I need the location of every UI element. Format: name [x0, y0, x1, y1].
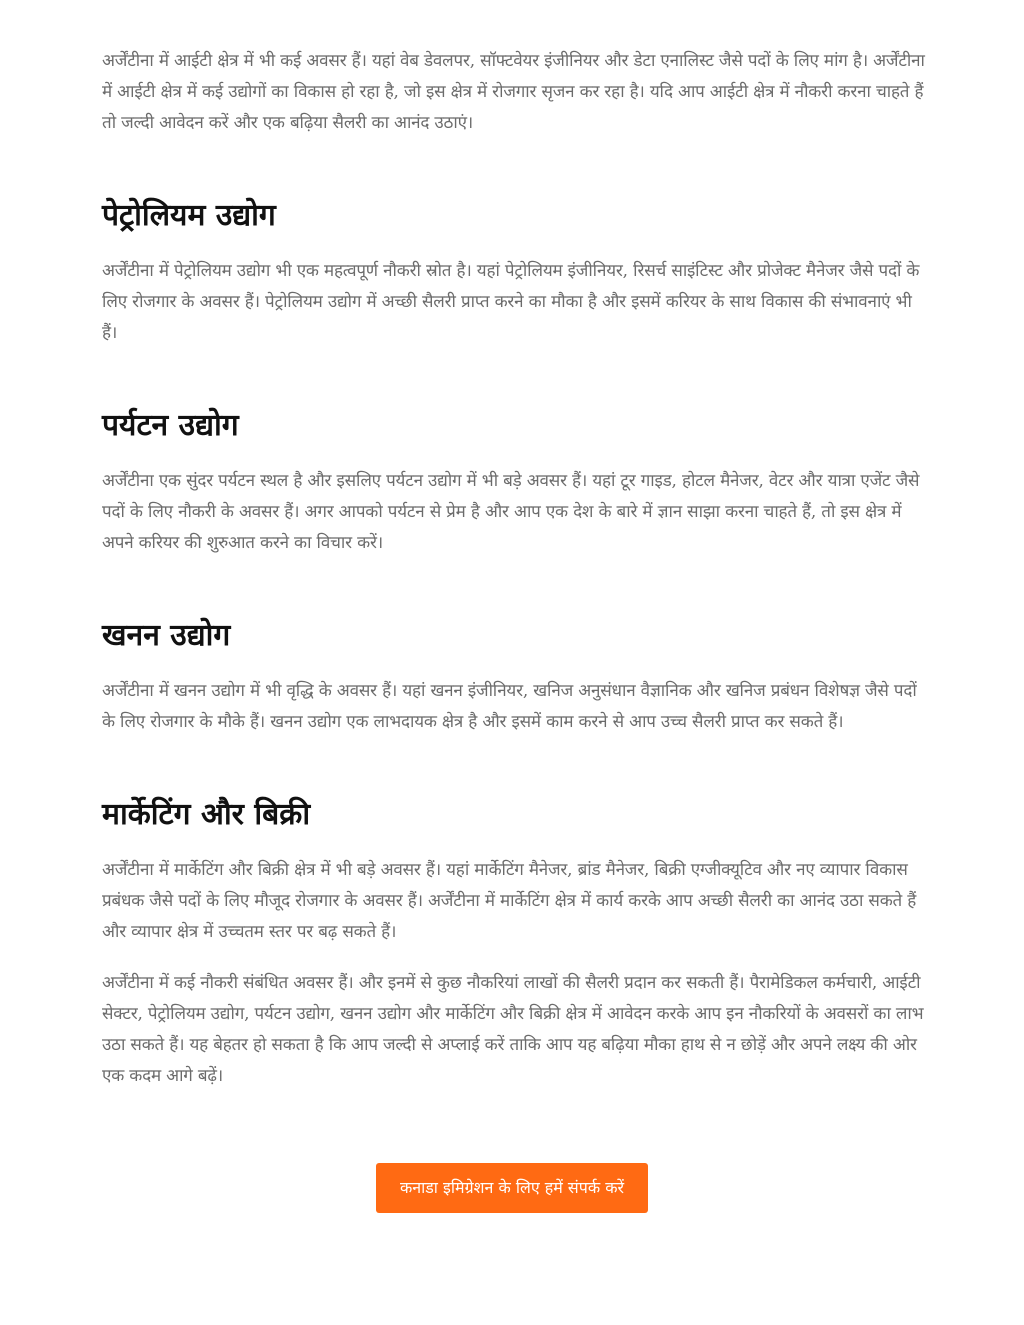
intro-paragraph: अर्जेंटीना में आईटी क्षेत्र में भी कई अवसर हैं। यहां वेब डेवलपर, सॉफ्टवेयर इंजीनियर और डेटा एनालिस्ट जैसे पदों के लिए मांग है। अर्जेंटीना में आईटी क्षेत्र में कई उद्योगों का विकास हो रहा है, जो इस क्षेत्र में रोजगार सृजन कर रहा है। यदि आप आईटी क्षेत्र में नौकरी करना चाहते हैं तो जल्दी आवेदन करें और एक बढ़िया सैलरी का आनंद उठाएं। [102, 51, 925, 133]
section-body-tourism: अर्जेंटीना एक सुंदर पर्यटन स्थल है और इसलिए पर्यटन उद्योग में भी बड़े अवसर हैं। यहां टूर गाइड, होटल मैनेजर, वेटर और यात्रा एजेंट जैसे पदों के लिए नौकरी के अवसर हैं। अगर आपको पर्यटन से प्रेम है और आप एक देश के बारे में ज्ञान साझा करना चाहते हैं, तो इस क्षेत्र में अपने करियर की शुरुआत करने का विचार करें। [102, 471, 920, 553]
article-body [102, 46, 926, 1092]
section-body-petroleum: अर्जेंटीना में पेट्रोलियम उद्योग भी एक महत्वपूर्ण नौकरी स्रोत है। यहां पेट्रोलियम इंजीनियर, रिसर्च साइंटिस्ट और प्रोजेक्ट मैनेजर जैसे पदों के लिए रोजगार के अवसर हैं। पेट्रोलियम उद्योग में अच्छी सैलरी प्राप्त करने का मौका है और इसमें करियर के साथ विकास की संभावनाएं भी हैं। [102, 261, 920, 343]
section-heading-marketing: मार्केटिंग और बिक्री [102, 797, 311, 832]
section-heading-petroleum: पेट्रोलियम उद्योग [102, 198, 276, 233]
section-heading-tourism: पर्यटन उद्योग [102, 408, 239, 443]
section-heading-mining: खनन उद्योग [102, 618, 231, 653]
section-body-mining: अर्जेंटीना में खनन उद्योग में भी वृद्धि के अवसर हैं। यहां खनन इंजीनियर, खनिज अनुसंधान वैज्ञानिक और खनिज प्रबंधन विशेषज्ञ जैसे पदों के लिए रोजगार के मौके हैं। खनन उद्योग एक लाभदायक क्षेत्र है और इसमें काम करने से आप उच्च सैलरी प्राप्त कर सकते हैं। [102, 681, 917, 732]
section-body-marketing: अर्जेंटीना में मार्केटिंग और बिक्री क्षेत्र में भी बड़े अवसर हैं। यहां मार्केटिंग मैनेजर, ब्रांड मैनेजर, बिक्री एग्जीक्यूटिव और नए व्यापार विकास प्रबंधक जैसे पदों के लिए मौजूद रोजगार के अवसर हैं। अर्जेंटीना में मार्केटिंग क्षेत्र में कार्य करके आप अच्छी सैलरी का आनंद उठा सकते हैं और व्यापार क्षेत्र में उच्चतम स्तर पर बढ़ सकते हैं। [102, 860, 917, 942]
conclusion-paragraph: अर्जेंटीना में कई नौकरी संबंधित अवसर हैं। और इनमें से कुछ नौकरियां लाखों की सैलरी प्रदान कर सकती हैं। पैरामेडिकल कर्मचारी, आईटी सेक्टर, पेट्रोलियम उद्योग, पर्यटन उद्योग, खनन उद्योग और मार्केटिंग और बिक्री क्षेत्र में आवेदन करके आप इन नौकरियों के अवसरों का लाभ उठा सकते हैं। यह बेहतर हो सकता है कि आप जल्दी से अप्लाई करें ताकि आप यह बढ़िया मौका हाथ से न छोड़ें और अपने लक्ष्य की ओर एक कदम आगे बढ़ें। [102, 973, 924, 1086]
cta-container [0, 1163, 1024, 1213]
contact-us-button[interactable]: कनाडा इमिग्रेशन के लिए हमें संपर्क करें [376, 1163, 648, 1213]
